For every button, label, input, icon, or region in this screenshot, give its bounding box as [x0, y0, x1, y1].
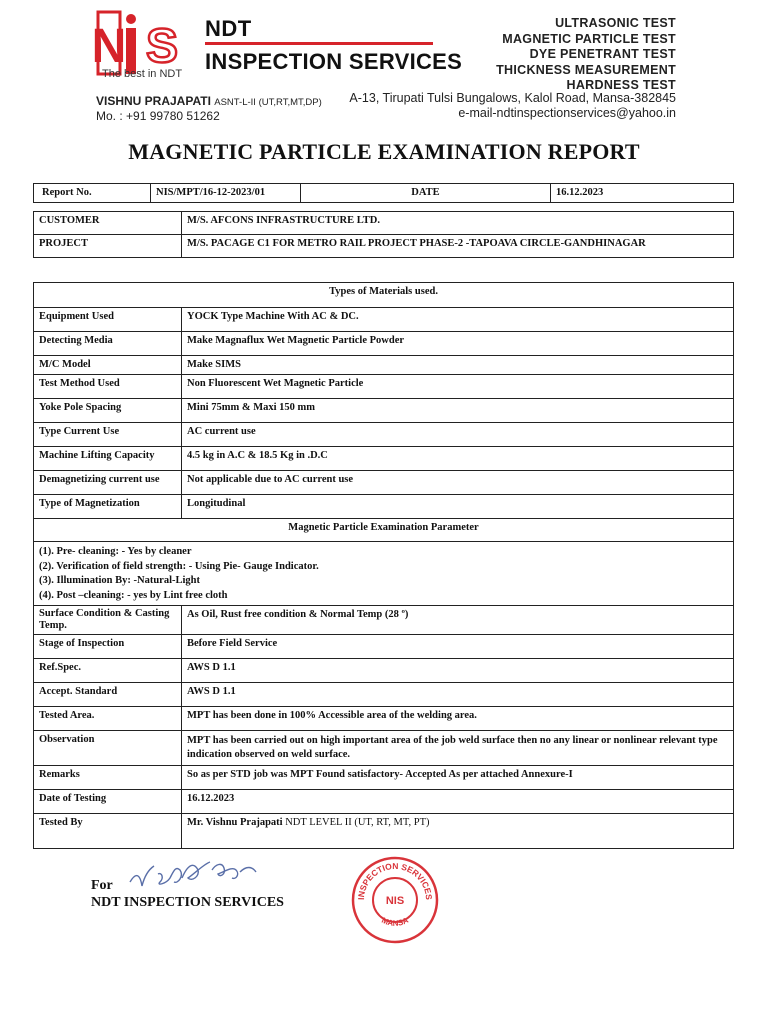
row-label: Test Method Used — [34, 375, 182, 399]
row-label: Detecting Media — [34, 332, 182, 356]
table-row — [34, 212, 734, 235]
row-label: Machine Lifting Capacity — [34, 447, 182, 471]
table-row — [34, 606, 734, 635]
svg-text:S: S — [145, 20, 179, 73]
tested-by-label: Tested By — [34, 814, 182, 849]
tested-by-level: NDT LEVEL II (UT, RT, MT, PT) — [285, 817, 430, 828]
row-label: Ref.Spec. — [34, 659, 182, 683]
project-value: M/S. PACAGE C1 FOR METRO RAIL PROJECT PHASE-2 -TAPOAVA CIRCLE-GANDHINAGAR — [182, 235, 734, 258]
table-row — [34, 683, 734, 707]
parameter-step: (4). Post –cleaning: - yes by Lint free cloth — [39, 589, 228, 601]
customer-value: M/S. AFCONS INFRASTRUCTURE LTD. — [182, 212, 734, 235]
table-row — [34, 519, 734, 542]
row-value: MPT has been done in 100% Accessible area of the welding area. — [182, 707, 734, 731]
table-row — [34, 814, 734, 849]
tested-by-name: Mr. Vishnu Prajapati — [187, 817, 283, 828]
project-label: PROJECT — [34, 235, 182, 258]
service-item: THICKNESS MEASUREMENT — [496, 62, 676, 77]
row-value: MPT has been carried out on high important area of the job weld surface then no any linear or nonlinear relevant type indication observed on weld surface. — [182, 731, 734, 766]
row-label: Remarks — [34, 766, 182, 790]
row-label: Tested Area. — [34, 707, 182, 731]
service-item: DYE PENETRANT TEST — [529, 47, 676, 61]
company-address: A-13, Tirupati Tulsi Bungalows, Kalol Road, Mansa-382845 — [349, 91, 676, 105]
table-row — [34, 659, 734, 683]
signature-mark — [128, 852, 278, 898]
table-row — [34, 375, 734, 399]
table-row — [34, 635, 734, 659]
row-label: Observation — [34, 731, 182, 766]
svg-text:MANSA: MANSA — [380, 915, 410, 928]
table-row — [34, 399, 734, 423]
row-label: Yoke Pole Spacing — [34, 399, 182, 423]
row-value: Make SIMS — [182, 356, 734, 375]
table-row — [34, 766, 734, 790]
table-row — [34, 283, 734, 308]
table-row — [34, 542, 734, 606]
contact-person-name: VISHNU PRAJAPATI — [96, 94, 211, 108]
row-value: Not applicable due to AC current use — [182, 471, 734, 495]
row-value: AWS D 1.1 — [182, 659, 734, 683]
row-label: Accept. Standard — [34, 683, 182, 707]
parameter-steps — [34, 542, 734, 606]
row-value: Make Magnaflux Wet Magnetic Particle Powder — [182, 332, 734, 356]
table-row — [34, 471, 734, 495]
row-value: AC current use — [182, 423, 734, 447]
service-item: HARDNESS TEST — [566, 78, 676, 92]
row-label: M/C Model — [34, 356, 182, 375]
row-label: Date of Testing — [34, 790, 182, 814]
customer-table — [33, 211, 734, 258]
table-row — [34, 790, 734, 814]
logo-tagline: The best in NDT — [102, 68, 183, 80]
parameter-step: (1). Pre- cleaning: - Yes by cleaner — [39, 546, 192, 557]
examination-table — [33, 282, 734, 849]
service-item: ULTRASONIC TEST — [555, 16, 676, 30]
parameter-step: (3). Illumination By: -Natural-Light — [39, 575, 201, 586]
table-row — [34, 495, 734, 519]
customer-label: CUSTOMER — [34, 212, 182, 235]
row-value: As Oil, Rust free condition & Normal Temp (28 º) — [182, 606, 734, 635]
materials-heading: Types of Materials used. — [34, 283, 734, 308]
row-value: AWS D 1.1 — [182, 683, 734, 707]
parameters-heading: Magnetic Particle Examination Parameter — [34, 519, 734, 542]
row-value: 4.5 kg in A.C & 18.5 Kg in .D.C — [182, 447, 734, 471]
company-name-line2: INSPECTION SERVICES — [205, 49, 463, 74]
table-row — [34, 332, 734, 356]
service-item: MAGNETIC PARTICLE TEST — [502, 31, 676, 46]
table-row — [34, 707, 734, 731]
signatory-company: NDT INSPECTION SERVICES — [91, 895, 284, 910]
contact-person-cert: ASNT-L-II (UT,RT,MT,DP) — [214, 97, 322, 108]
report-no-label: Report No. — [34, 184, 151, 203]
table-row — [34, 731, 734, 766]
svg-text:INSPECTION SERVICES: INSPECTION SERVICES — [355, 860, 435, 901]
report-title: MAGNETIC PARTICLE EXAMINATION REPORT — [128, 139, 640, 164]
services-list — [496, 16, 676, 94]
row-label: Type Current Use — [34, 423, 182, 447]
row-label: Surface Condition & Casting Temp. — [34, 606, 182, 635]
row-value: So as per STD job was MPT Found satisfactory- Accepted As per attached Annexure-I — [182, 766, 734, 790]
row-label: Stage of Inspection — [34, 635, 182, 659]
table-row — [34, 356, 734, 375]
row-value: Longitudinal — [182, 495, 734, 519]
row-value: Non Fluorescent Wet Magnetic Particle — [182, 375, 734, 399]
row-label: Equipment Used — [34, 308, 182, 332]
row-label: Demagnetizing current use — [34, 471, 182, 495]
row-value: Mini 75mm & Maxi 150 mm — [182, 399, 734, 423]
table-row — [34, 184, 734, 203]
for-label: For — [91, 878, 113, 893]
parameter-step: (2). Verification of field strength: - Using Pie- Gauge Indicator. — [39, 560, 319, 572]
company-seal — [350, 855, 440, 945]
table-row — [34, 308, 734, 332]
row-value: 16.12.2023 — [182, 790, 734, 814]
company-logo — [91, 10, 188, 76]
contact-person — [96, 94, 322, 108]
report-header-table — [33, 183, 734, 203]
tested-by-value — [182, 814, 734, 849]
svg-text:N: N — [91, 20, 127, 73]
table-row — [34, 423, 734, 447]
row-value: Before Field Service — [182, 635, 734, 659]
company-email: e-mail-ndtinspectionservices@yahoo.in — [458, 106, 676, 120]
table-row — [34, 235, 734, 258]
report-no-value: NIS/MPT/16-12-2023/01 — [151, 184, 301, 203]
row-value: YOCK Type Machine With AC & DC. — [182, 308, 734, 332]
table-row — [34, 447, 734, 471]
date-label: DATE — [301, 184, 551, 203]
contact-mobile: Mo. : +91 99780 51262 — [96, 109, 220, 123]
date-value: 16.12.2023 — [551, 184, 734, 203]
row-label: Type of Magnetization — [34, 495, 182, 519]
company-name-line1: NDT — [205, 16, 252, 41]
svg-text:NIS: NIS — [385, 895, 405, 907]
brand-rule — [205, 42, 433, 45]
